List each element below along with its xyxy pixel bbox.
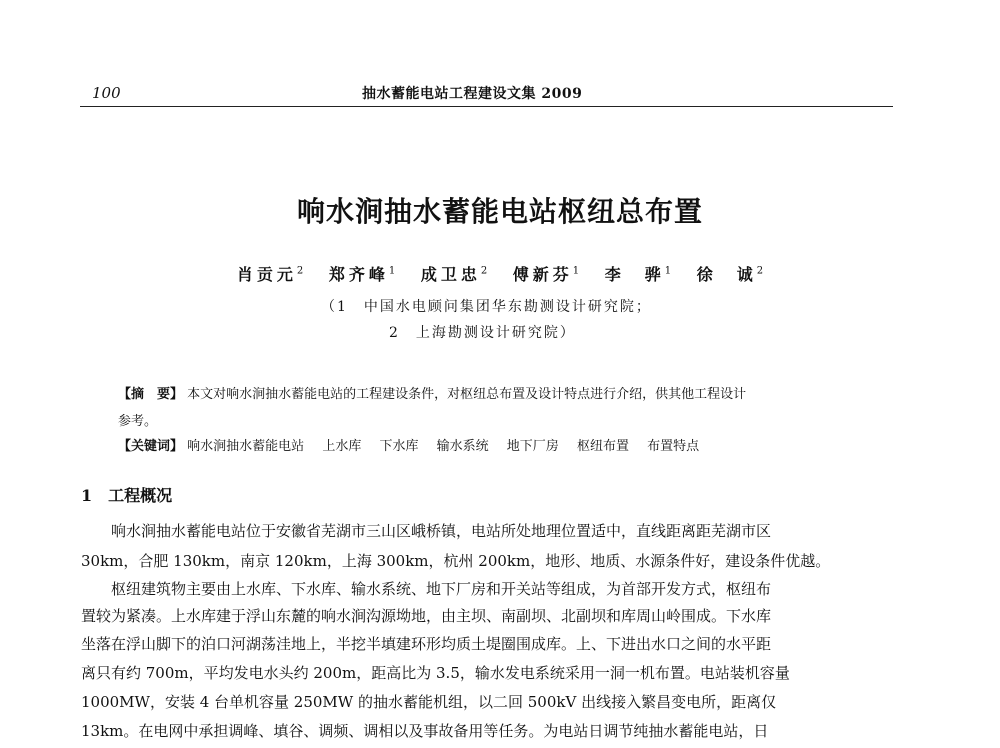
abstract-text: 本文对响水涧抽水蓄能电站的工程建设条件，对枢纽总布置及设计特点进行介绍，供其他工程设计 [187, 387, 747, 402]
abstract-label: 【摘 要】 [118, 387, 184, 402]
author [237, 265, 303, 284]
page-number: 100 [92, 84, 121, 102]
keyword: 布置特点 [647, 439, 700, 454]
body-line: 13km。在电网中承担调峰、填谷、调频、调相以及事故备用等任务。为电站日调节纯抽水蓄能电站，日 [81, 722, 769, 740]
running-title: 抽水蓄能电站工程建设文集 2009 [362, 86, 583, 102]
author [605, 265, 671, 284]
affiliation-line-2: 2 上海勘测设计研究院） [389, 325, 576, 341]
paper-title: 响水涧抽水蓄能电站枢纽总布置 [296, 195, 703, 228]
keyword: 下水库 [379, 439, 419, 454]
author-affiliation-mark: 2 [480, 265, 488, 277]
body-line: 离只有约 700m，平均发电水头约 200m，距高比为 3.5，输水发电系统采用一洞一机布置。电站装机容量 [81, 664, 790, 682]
abstract [118, 383, 746, 402]
body-line: 响水涧抽水蓄能电站位于安徽省芜湖市三山区峨桥镇，电站所处地理位置适中，直线距离距芜湖市区 [81, 522, 772, 540]
author-affiliation-mark: 2 [296, 265, 304, 277]
author-name: 徐 诚 [696, 265, 757, 284]
author-name: 成卫忠 [420, 265, 481, 284]
keyword: 上水库 [322, 439, 362, 454]
author-list [0, 262, 1000, 285]
keyword: 输水系统 [436, 439, 489, 454]
author-affiliation-mark: 1 [572, 265, 580, 277]
author-name: 傅新芬 [512, 265, 573, 284]
body-line: 置较为紧凑。上水库建于浮山东麓的响水涧沟源坳地，由主坝、南副坝、北副坝和库周山岭围成。下水库 [81, 607, 772, 625]
author-affiliation-mark: 1 [664, 265, 672, 277]
body-line: 坐落在浮山脚下的泊口河湖荡洼地上，半挖半填建环形均质土堤圈围成库。上、下进出水口之间的水平距 [81, 635, 772, 653]
author [513, 265, 579, 284]
author-name: 肖贡元 [236, 265, 297, 284]
author [697, 265, 763, 284]
abstract-continuation: 参考。 [118, 414, 158, 429]
header-rule [80, 106, 893, 107]
keyword: 响水涧抽水蓄能电站 [187, 439, 305, 454]
author [329, 265, 395, 284]
author-affiliation-mark: 2 [756, 265, 764, 277]
affiliation-line-1: （1 中国水电顾问集团华东勘测设计研究院； [321, 299, 652, 315]
author-name: 郑齐峰 [328, 265, 389, 284]
body-line: 枢纽建筑物主要由上水库、下水库、输水系统、地下厂房和开关站等组成，为首部开发方式，枢纽布 [81, 580, 772, 598]
keyword: 地下厂房 [506, 439, 559, 454]
section-title: 工程概况 [108, 486, 173, 505]
body-line: 1000MW，安装 4 台单机容量 250MW 的抽水蓄能机组，以二回 500kV 出线接入繁昌变电所，距离仅 [81, 693, 777, 711]
body-line: 30km，合肥 130km，南京 120km，上海 300km，杭州 200km，地形、地质、水源条件好，建设条件优越。 [81, 552, 831, 570]
section-heading [81, 483, 172, 506]
keywords-label: 【关键词】 [118, 439, 184, 454]
author-name: 李 骅 [604, 265, 665, 284]
keywords [118, 435, 713, 454]
keyword: 枢纽布置 [576, 439, 629, 454]
author [421, 265, 487, 284]
section-number: 1 [81, 486, 93, 505]
author-affiliation-mark: 1 [388, 265, 396, 277]
